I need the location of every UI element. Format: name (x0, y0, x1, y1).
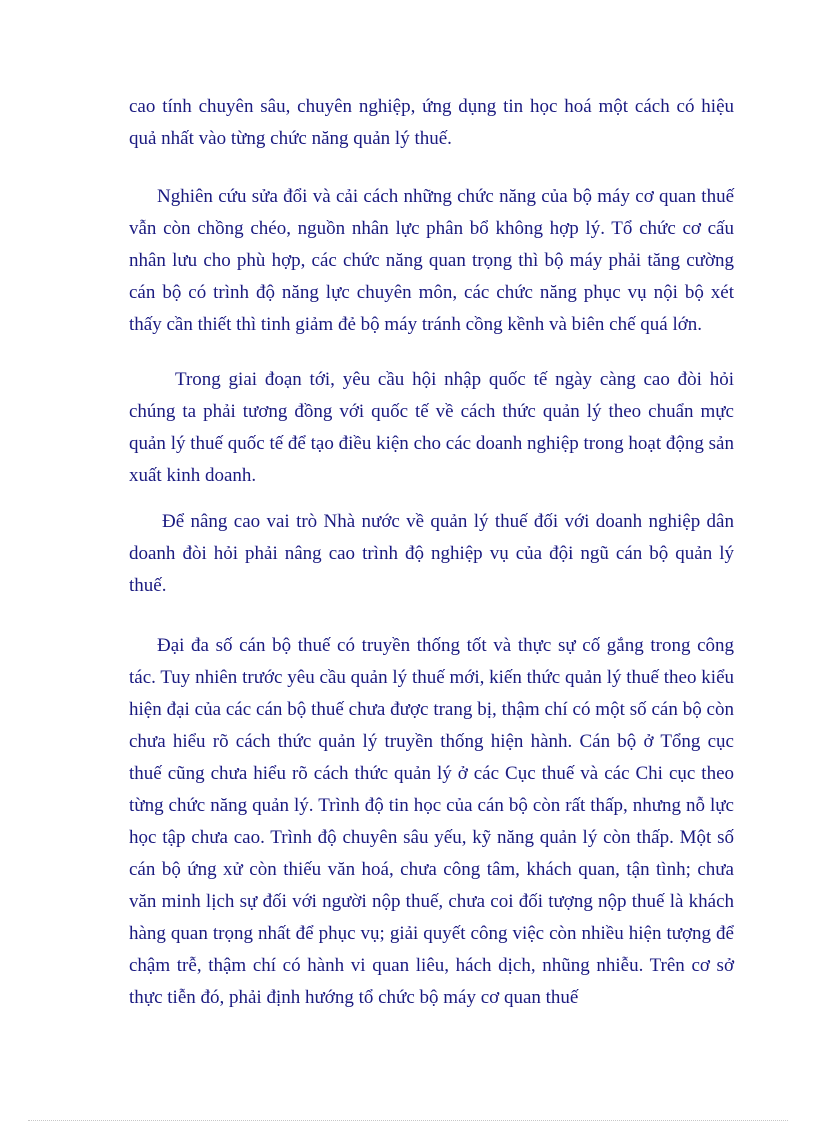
page-footer-divider (28, 1120, 788, 1121)
paragraph-4: Để nâng cao vai trò Nhà nước về quản lý thuế đối với doanh nghiệp dân doanh đòi hỏi phải nâng cao trình độ nghiệp vụ của đội ngũ cán bộ quản lý thuế. (129, 511, 734, 596)
paragraph-1: cao tính chuyên sâu, chuyên nghiệp, ứng dụng tin học hoá một cách có hiệu quả nhất vào từng chức năng quản lý thuế. (129, 96, 734, 149)
paragraph-2: Nghiên cứu sửa đổi và cải cách những chức năng của bộ máy cơ quan thuế vẫn còn chồng chéo, nguồn nhân lực phân bổ không hợp lý. Tổ chức cơ cấu nhân lưu cho phù hợp, các chức năng quan trọng thì bộ máy phải tăng cường cán bộ có trình độ năng lực chuyên môn, các chức năng phục vụ nội bộ xét thấy cần thiết thì tinh giảm đẻ bộ máy tránh cồng kềnh và biên chế quá lớn. (129, 186, 734, 335)
paragraph-3: Trong giai đoạn tới, yêu cầu hội nhập quốc tế ngày càng cao đòi hỏi chúng ta phải tương đồng với quốc tế về cách thức quản lý theo chuẩn mực quản lý thuế quốc tế để tạo điều kiện cho các doanh nghiệp trong hoạt động sản xuất kinh doanh. (129, 369, 734, 486)
paragraph-5: Đại đa số cán bộ thuế có truyền thống tốt và thực sự cố gắng trong công tác. Tuy nhiên trước yêu cầu quản lý thuế mới, kiến thức quản lý thuế theo kiểu hiện đại của các cán bộ thuế chưa được trang bị, thậm chí có một số cán bộ còn chưa hiểu rõ cách thức quản lý truyền thống hiện hành. Cán bộ ở Tổng cục thuế cũng chưa hiểu rõ cách thức quản lý ở các Cục thuế và các Chi cục theo từng chức năng quản lý. Trình độ tin học của cán bộ còn rất thấp, nhưng nỗ lực học tập chưa cao. Trình độ chuyên sâu yếu, kỹ năng quản lý còn thấp. Một số cán bộ ứng xử còn thiếu văn hoá, chưa công tâm, khách quan, tận tình; chưa văn minh lịch sự đối với người nộp thuế, chưa coi đối tượng nộp thuế là khách hàng quan trọng nhất để phục vụ; giải quyết công việc còn nhiều hiện tượng để chậm trễ, thậm chí có hành vi quan liêu, hách dịch, nhũng nhiễu. Trên cơ sở thực tiễn đó, phải định hướng tổ chức bộ máy cơ quan thuế (129, 635, 734, 1008)
